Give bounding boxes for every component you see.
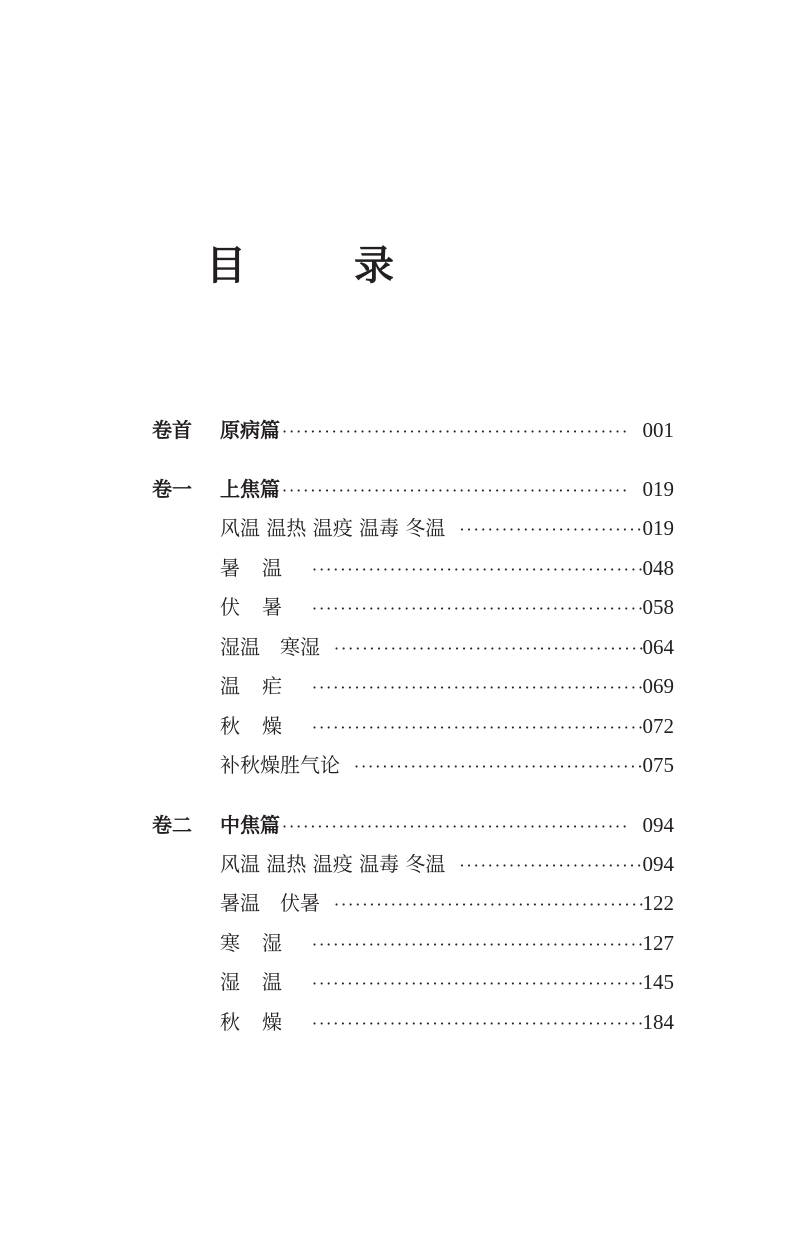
page-number: 075 [642, 753, 674, 777]
toc-subentry[interactable] [220, 671, 674, 701]
dot-leader [280, 476, 627, 506]
page-number: 127 [642, 931, 674, 955]
entry-title: 寒湿 [220, 931, 304, 955]
entry-title: 暑温 伏暑 [220, 891, 320, 915]
chapter-title: 上焦篇 [220, 477, 280, 501]
entry-title: 风温 温热 温疫 温毒 冬温 [220, 516, 446, 540]
toc-entry-volume-head[interactable] [152, 415, 674, 445]
dot-leader [304, 673, 643, 703]
page-number: 184 [642, 1010, 674, 1034]
dot-leader [304, 969, 643, 999]
page-number: 064 [642, 635, 674, 659]
volume-label: 卷首 [152, 418, 192, 442]
dot-leader [445, 851, 642, 881]
page-number: 094 [642, 813, 674, 837]
dot-leader [304, 1009, 643, 1039]
entry-title: 风温 温热 温疫 温毒 冬温 [220, 852, 446, 876]
entry-title: 湿温 [220, 970, 304, 994]
toc-subentry[interactable] [220, 967, 674, 997]
page-number: 001 [642, 418, 674, 442]
toc-subentry[interactable] [220, 632, 674, 662]
dot-leader [280, 812, 627, 842]
entry-title: 温疟 [220, 674, 304, 698]
toc-subentry[interactable] [220, 888, 674, 918]
entry-title: 秋燥 [220, 714, 304, 738]
entry-title: 秋燥 [220, 1010, 304, 1034]
dot-leader [320, 634, 643, 664]
dot-leader [320, 890, 643, 920]
dot-leader [304, 594, 643, 624]
toc-subentry[interactable] [220, 750, 674, 780]
page-number: 019 [642, 516, 674, 540]
dot-leader [304, 713, 643, 743]
page-number: 048 [642, 556, 674, 580]
toc-subentry[interactable] [220, 849, 674, 879]
toc-subentry[interactable] [220, 1007, 674, 1037]
page-number: 019 [642, 477, 674, 501]
toc-subentry[interactable] [220, 513, 674, 543]
dot-leader [340, 752, 643, 782]
chapter-title: 原病篇 [220, 418, 280, 442]
toc-subentry[interactable] [220, 553, 674, 583]
entry-title: 湿温 寒湿 [220, 635, 320, 659]
toc-subentry[interactable] [220, 592, 674, 622]
entry-title: 伏暑 [220, 595, 304, 619]
toc-subentry[interactable] [220, 711, 674, 741]
entry-title: 暑温 [220, 556, 304, 580]
page-number: 072 [642, 714, 674, 738]
dot-leader [445, 515, 642, 545]
page-number: 094 [642, 852, 674, 876]
page-number: 145 [642, 970, 674, 994]
entry-title: 补秋燥胜气论 [220, 753, 340, 777]
volume-label: 卷二 [152, 813, 192, 837]
dot-leader [304, 930, 643, 960]
dot-leader [304, 555, 643, 585]
toc-entry-volume-1[interactable] [152, 474, 674, 504]
volume-label: 卷一 [152, 477, 192, 501]
toc-subentry[interactable] [220, 928, 674, 958]
page-number: 122 [642, 891, 674, 915]
page-number: 058 [642, 595, 674, 619]
toc-entry-volume-2[interactable] [152, 810, 674, 840]
dot-leader [280, 417, 627, 447]
page-title: 目 录 [206, 242, 428, 289]
chapter-title: 中焦篇 [220, 813, 280, 837]
page-number: 069 [642, 674, 674, 698]
